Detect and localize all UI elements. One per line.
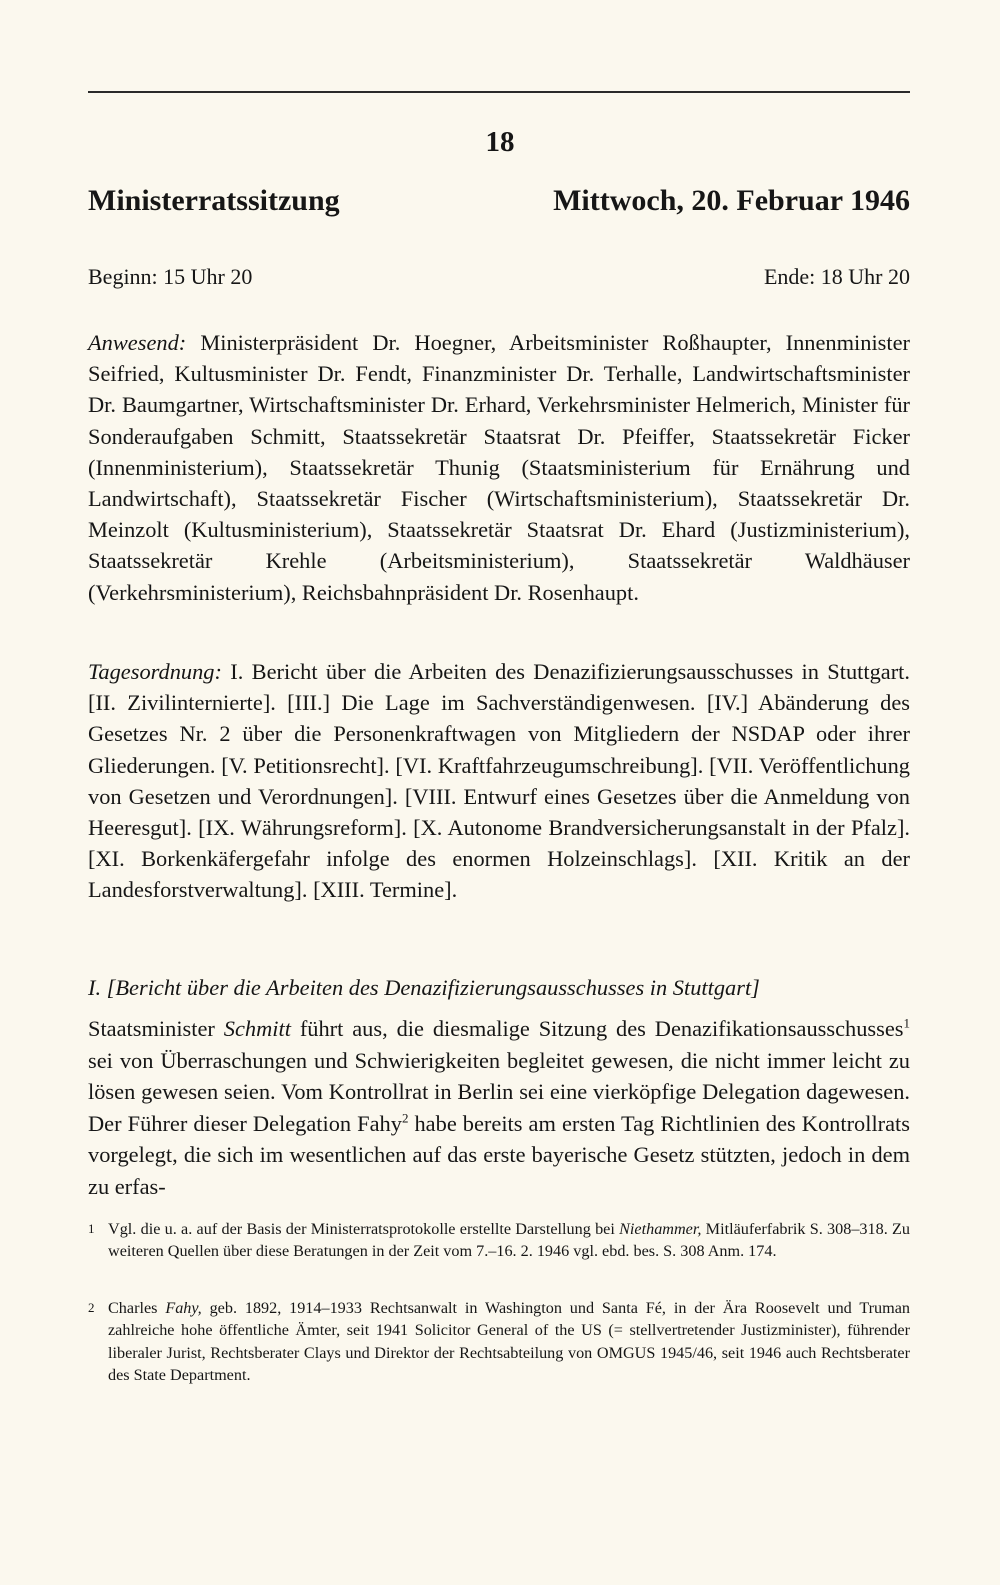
attendees-paragraph — [88, 327, 910, 608]
end-time: Ende: 18 Uhr 20 — [763, 264, 910, 289]
agenda-label: Tagesordnung: — [88, 659, 222, 684]
session-times — [88, 264, 910, 296]
page-number: 18 — [485, 126, 515, 158]
footnote-number: 2 — [88, 1300, 95, 1315]
session-heading — [88, 184, 910, 224]
footnote-ref-2[interactable]: 2 — [401, 1110, 409, 1126]
header-rule — [88, 91, 910, 93]
body-paragraph — [88, 1013, 910, 1203]
footnote-text-part: Vgl. die u. a. auf der Basis der Ministerratsprotokolle erstellte Darstellung bei — [108, 1220, 620, 1238]
footnote-2 — [88, 1297, 910, 1387]
footnote-text-part: geb. 1892, 1914–1933 Rechtsanwalt in Washington und Santa Fé, in der Ära Roosevelt und Truman zahlreiche hohe öffentliche Ämter, seit 1941 Solicitor General of the US (= stellvertretender Justizminister), führender liberaler Jurist, Rechtsberater Clays und Direktor der Rechtsabteilung von OMGUS 1945/46, seit 1946 auch Rechtsberater des State Department. — [108, 1299, 911, 1385]
session-title: Ministerratssitzung — [88, 184, 340, 217]
footnote-text-part: Charles — [108, 1299, 166, 1317]
section-title: I. [Bericht über die Arbeiten des Denazifizierungsausschusses in Stuttgart] — [88, 975, 760, 1000]
footnote-ref-1[interactable]: 1 — [903, 1015, 910, 1031]
footnote-author: Niethammer, — [619, 1220, 702, 1238]
agenda-text: I. Bericht über die Arbeiten des Denazifizierungsausschusses in Stuttgart. [II. Zivilinternierte]. [III.] Die Lage im Sachverständigenwesen. [IV.] Abänderung des Gesetzes Nr. 2 über die Personenkraftwagen von Mitgliedern der NSDAP oder ihrer Gliederungen. [V. Petitionsrecht]. [VI. Kraftfahrzeugumschreibung]. [VII. Veröffentlichung von Gesetzen und Verordnungen]. [VIII. Entwurf eines Gesetzes über die Anmeldung von Heeresgut]. [IX. Währungsreform]. [X. Autonome Brandversicherungsanstalt in der Pfalz]. [XI. Borkenkäfergefahr infolge des enormen Holzeinschlags]. [XII. Kritik an der Landesforstverwaltung]. [XIII. Termine]. — [88, 659, 910, 903]
footnote-person: Fahy, — [165, 1299, 202, 1317]
footnote-1 — [88, 1218, 910, 1263]
footnote-number: 1 — [88, 1221, 95, 1236]
agenda-paragraph — [88, 656, 910, 906]
speaker-name: Schmitt — [223, 1016, 291, 1041]
body-text-2: führt aus, die diesmalige Sitzung des Denazifikationsausschusses — [290, 1016, 904, 1041]
session-date: Mittwoch, 20. Februar 1946 — [553, 184, 910, 217]
body-text-4: habe bereits am ersten Tag Richtlinien des Kontrollrats vorgelegt, die sich im wesentlichen auf das erste bayerische Gesetz stützten, jedoch in dem zu erfas- — [88, 1110, 910, 1199]
footnote-text — [108, 1218, 910, 1263]
footnote-text — [108, 1297, 910, 1387]
body-text-3: sei von Überraschungen und Schwierigkeiten begleitet gewesen, die nicht immer leicht zu lösen gewesen seien. Vom Kontrollrat in Berlin sei eine vierköpfige Delegation dagewesen. Der Führer dieser Delegation Fahy — [88, 1047, 910, 1136]
footnote-text-part: Mitläuferfabrik S. 308–318. Zu weiteren Quellen über diese Beratungen in der Zeit vom 7.–16. 2. 1946 vgl. ebd. bes. S. 308 Anm. 174. — [108, 1220, 911, 1261]
body-text-1: Staatsminister — [88, 1016, 224, 1041]
begin-time: Beginn: 15 Uhr 20 — [88, 264, 253, 289]
attendees-text: Ministerpräsident Dr. Hoegner, Arbeitsminister Roßhaupter, Innenminister Seifried, Kultusminister Dr. Fendt, Finanzminister Dr. Terhalle, Landwirtschaftsminister Dr. Baumgartner, Wirtschaftsminister Dr. Erhard, Verkehrsminister Helmerich, Minister für Sonderaufgaben Schmitt, Staatssekretär Staatsrat Dr. Pfeiffer, Staatssekretär Ficker (Innenministerium), Staatssekretär Thunig (Staatsministerium für Ernährung und Landwirtschaft), Staatssekretär Fischer (Wirtschaftsministerium), Staatssekretär Dr. Meinzolt (Kultusministerium), Staatssekretär Staatsrat Dr. Ehard (Justizministerium), Staatssekretär Krehle (Arbeitsministerium), Staatssekretär Waldhäuser (Verkehrsministerium), Reichsbahnpräsident Dr. Rosenhaupt. — [88, 330, 910, 605]
attendees-label: Anwesend: — [88, 330, 187, 355]
